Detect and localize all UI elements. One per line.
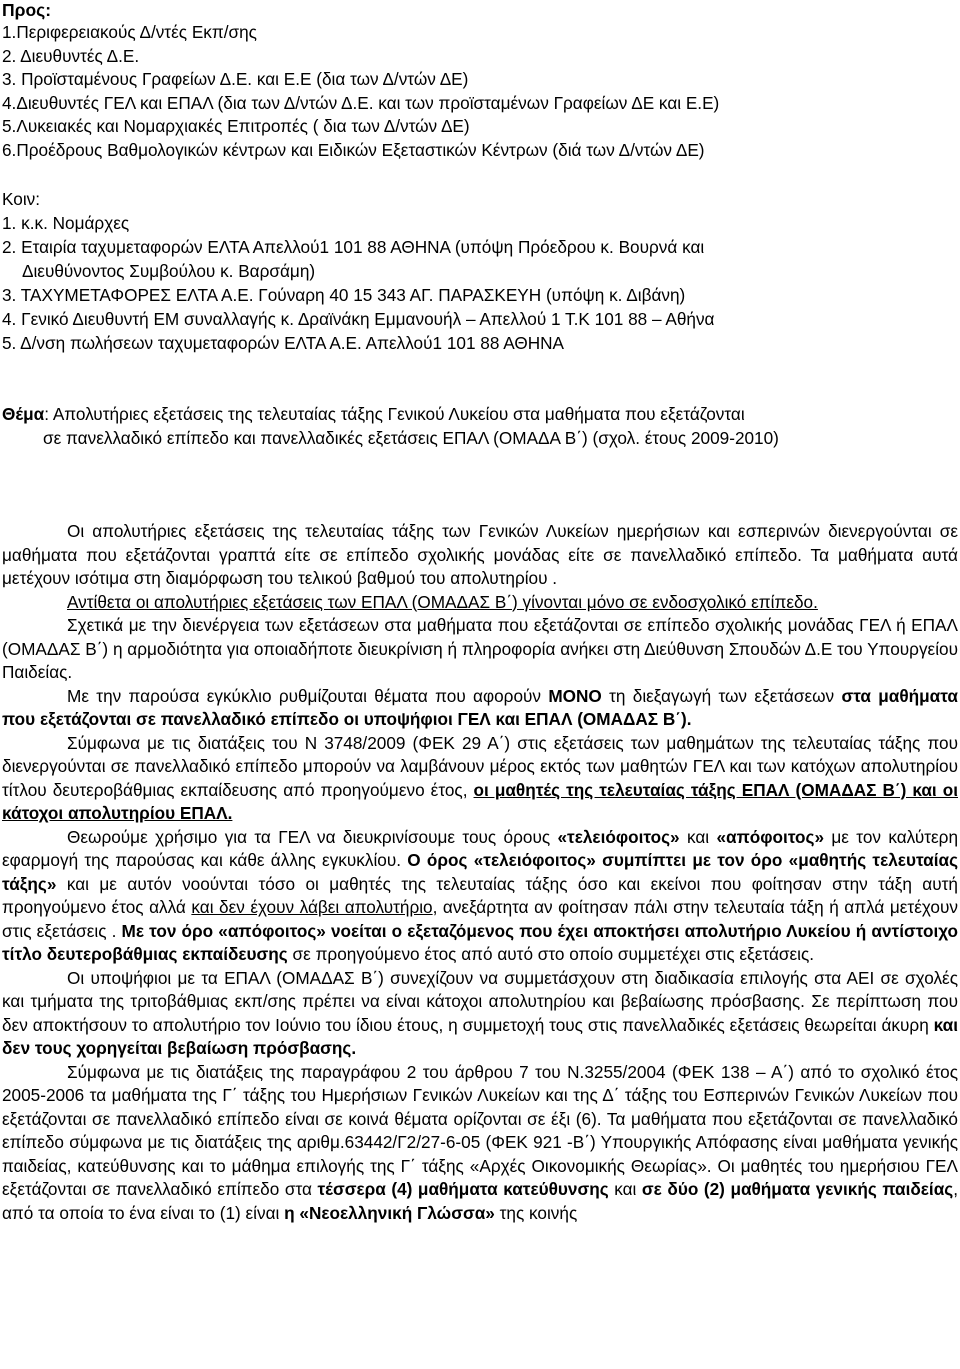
paragraph-8: [2, 1061, 958, 1226]
p6-text-4: , ανεξάρτητα αν φοίτησαν πάλι στην τελευταία τάξη ή απλά μετέχουν στις εξετάσεις .: [2, 897, 958, 941]
paragraph-5: [2, 732, 958, 826]
p8-bold-1: τέσσερα (4) μαθήματα κατεύθυνσης: [317, 1179, 609, 1199]
p8-bold-2: σε δύο (2) μαθήματα γενικής παιδείας: [641, 1179, 954, 1199]
recipient-item: 2. Διευθυντές Δ.Ε.: [2, 45, 140, 66]
subject-line-1: : Απολυτήριες εξετάσεις της τελευταίας τάξης Γενικού Λυκείου στα μαθήματα που εξετάζονται: [44, 404, 745, 424]
paragraph-2: [2, 591, 958, 615]
p5-bold-underlined: οι μαθητές της τελευταίας τάξης ΕΠΑΛ (ΟΜΑΔΑΣ Β΄) και οι κάτοχοι απολυτηρίου ΕΠΑΛ.: [2, 779, 958, 823]
koin-item: 2. Εταιρία ταχυμεταφορών ΕΛΤΑ Απελλού1 101 88 ΑΘΗΝΑ (υπόψη Πρόεδρου κ. Βουρνά και: [2, 237, 705, 257]
recipient-item: 5.Λυκειακές και Νομαρχιακές Επιτροπές ( δια των Δ/ντών ΔΕ): [2, 116, 470, 137]
p7-bold: και δεν τους χορηγείται βεβαίωση πρόσβασης.: [2, 1014, 958, 1058]
p6-underlined: και δεν έχουν λάβει απολυτήριο: [191, 897, 433, 917]
body-text: [2, 520, 958, 1225]
recipient-item: 4.Διευθυντές ΓΕΛ και ΕΠΑΛ (δια των Δ/ντών Δ.Ε. και των προϊσταμένων Γραφείων ΔΕ και Ε.Ε): [2, 92, 720, 113]
p4-bold: στα μαθήματα που εξετάζονται σε πανελλαδικό επίπεδο οι υποψήφιοι ΓΕΛ και ΕΠΑΛ (ΟΜΑΔΑΣ Β΄).: [2, 685, 958, 729]
p6-text-3: και με αυτόν νοούνται τόσο οι μαθητές της τελευταίας τάξης όσο και εκείνοι που φοίτησαν στην τάξη αυτή προηγούμενο έτος αλλά: [2, 873, 958, 917]
p6-and: και: [679, 826, 717, 847]
p8-text: Σύμφωνα με τις διατάξεις της παραγράφου 2 του άρθρου 7 του Ν.3255/2004 (ΦΕΚ 138 – Α΄) από το σχολικό έτος 2005-2006 τα μαθήματα της Γ΄ τάξης του Ημερήσιων Γενικών Λυκείων και της Δ΄ τάξης του Εσπερινών Γενικών Λυκείων που εξετάζονται σε πανελλαδικό επίπεδο είναι σε κοινά θέματα ορίζονται σε έξι (6). Τα μαθήματα που εξετάζονται σε πανελλαδικό επίπεδο σύμφωνα με τις διατάξεις της αριθμ.63442/Γ2/27-6-05 (ΦΕΚ 921 -Β΄) Υπουργικής Απόφασης είναι μαθήματα γενικής παιδείας, κατεύθυνσης και το μάθημα επιλογής της Γ΄ τάξης «Αρχές Οικονομικής Θεωρίας». Οι μαθητές του ημερήσιου ΓΕΛ εξετάζονται σε πανελλαδικό επίπεδο στα: [2, 1061, 958, 1199]
p6-text: Θεωρούμε χρήσιμο για τα ΓΕΛ να διευκρινίσουμε τους όρους: [67, 826, 558, 847]
koin-list: [2, 211, 715, 355]
recipient-item: 6.Προέδρους Βαθμολογικών κέντρων και Ειδικών Εξεταστικών Κέντρων (διά των Δ/ντών ΔΕ): [2, 139, 705, 160]
p6-bold-1: Ο όρος «τελειόφοιτος» συμπίπτει με τον όρο «μαθητής τελευταίας τάξης»: [2, 850, 959, 894]
p8-text-2: , από τα οποία το ένα είναι το (1) είναι: [2, 1179, 958, 1223]
koin-item: 5. Δ/νση πωλήσεων ταχυμεταφορών ΕΛΤΑ Α.Ε. Απελλού1 101 88 ΑΘΗΝΑ: [2, 333, 564, 353]
p6-term-1: «τελειόφοιτος»: [557, 826, 680, 847]
paragraph-1: Οι απολυτήριες εξετάσεις της τελευταίας τάξης των Γενικών Λυκείων ημερήσιων και εσπερινών διενεργούνται σε μαθήματα που εξετάζονται γραπτά είτε σε επίπεδο σχολικής μονάδας είτε σε πανελλαδικό επίπεδο. Τα μαθήματα αυτά μετέχουν ισότιμα στη διαμόρφωση του τελικού βαθμού του απολυτηρίου .: [2, 521, 958, 588]
koin-item: 3. ΤΑΧΥΜΕΤΑΦΟΡΕΣ ΕΛΤΑ Α.Ε. Γούναρη 40 15 343 ΑΓ. ΠΑΡΑΣΚΕΥΗ (υπόψη κ. Διβάνη): [2, 285, 686, 305]
koin-item: 4. Γενικό Διευθυντή ΕΜ συναλλαγής κ. Δραϊνάκη Εμμανουήλ – Απελλού 1 Τ.Κ 101 88 – Αθήνα: [2, 309, 715, 329]
paragraph-6: [2, 826, 958, 967]
paragraph-2-text: Αντίθετα οι απολυτήριες εξετάσεις των ΕΠΑΛ (ΟΜΑΔΑΣ Β΄) γίνονται μόνο σε ενδοσχολικό επίπεδο.: [67, 591, 818, 612]
p5-text: Σύμφωνα με τις διατάξεις του Ν 3748/2009 (ΦΕΚ 29 Α΄) στις εξετάσεις των μαθημάτων της τελευταίας τάξης που διενεργούνται σε πανελλαδικό επίπεδο μπορούν να λαμβάνουν μέρος εκτός των μαθητών ΓΕΛ και των κατόχων απολυτηρίου τίτλου δευτεροβάθμιας εκπαίδευσης από προηγούμενο έτος,: [2, 732, 958, 800]
koin-label: Κοιν:: [2, 189, 41, 209]
paragraph-7: [2, 967, 958, 1061]
p8-bold-3: η «Νεοελληνική Γλώσσα»: [284, 1202, 495, 1223]
p4-text-2: τη διεξαγωγή των εξετάσεων: [601, 685, 842, 706]
recipient-item: 3. Προϊσταμένους Γραφείων Δ.Ε. και Ε.Ε (δια των Δ/ντών ΔΕ): [2, 69, 469, 90]
p6-bold-2: Με τον όρο «απόφοιτος» νοείται ο εξεταζόμενος που έχει αποκτήσει απολυτήριο Λυκείου ή αντίστοιχο τίτλο δευτεροβάθμιας εκπαίδευσης: [2, 920, 958, 964]
p8-and: και: [608, 1179, 642, 1199]
recipient-item: 1.Περιφερειακούς Δ/ντές Εκπ/σης: [2, 22, 257, 42]
koin-item-continuation: Διευθύνοντος Συμβούλου κ. Βαρσάμη): [22, 261, 316, 281]
koin-item: 1. κ.κ. Νομάρχες: [2, 213, 130, 233]
p6-text-5: σε προηγούμενο έτος από αυτό στο οποίο συμμετέχει στις εξετάσεις.: [287, 944, 815, 964]
p7-text: Οι υποψήφιοι με τα ΕΠΑΛ (ΟΜΑΔΑΣ Β΄) συνεχίζουν να συμμετάσχουν στη διαδικασία επιλογής στα ΑΕΙ σε σχολές και τμήματα της τριτοβάθμιας εκπ/σης πρέπει να είναι κάτοχοι απολυτηρίου και βεβαίωσης πρόσβασης. Σε περίπτωση που δεν αποκτήσουν το απολυτήριο τον Ιούνιο του ίδιου έτους, η συμμετοχή τους στις πανελλαδικές εξετάσεις θεωρείται άκυρη: [2, 967, 958, 1035]
p6-text-2: με τον καλύτερη εφαρμογή της παρούσας και κάθε άλλης εγκυκλίου.: [2, 826, 959, 870]
to-label: Προς:: [2, 0, 52, 20]
subject-block: [2, 402, 779, 450]
p4-mono: ΜΟΝΟ: [548, 685, 602, 706]
paragraph-3: Σχετικά με την διενέργεια των εξετάσεων στα μαθήματα που εξετάζονται σε επίπεδο σχολικής μονάδας ΓΕΛ ή ΕΠΑΛ (ΟΜΑΔΑΣ Β΄) η αρμοδιότητα για οποιαδήποτε διευκρίνιση ή πληροφορία ανήκει στη Διεύθυνση Σπουδών Δ.Ε του Υπουργείου Παιδείας.: [2, 615, 958, 682]
paragraph-4: [2, 685, 958, 732]
recipients-list: [2, 21, 719, 163]
p4-text: Με την παρούσα εγκύκλιο ρυθμίζουται θέματα που αφορούν: [67, 685, 549, 706]
subject-line-2: σε πανελλαδικό επίπεδο και πανελλαδικές εξετάσεις ΕΠΑΛ (ΟΜΑΔΑ Β΄) (σχολ. έτους 2009-2010): [43, 428, 779, 448]
p8-text-3: της κοινής: [494, 1202, 578, 1223]
p6-term-2: «απόφοιτος»: [716, 826, 825, 847]
subject-label: Θέμα: [2, 404, 45, 424]
